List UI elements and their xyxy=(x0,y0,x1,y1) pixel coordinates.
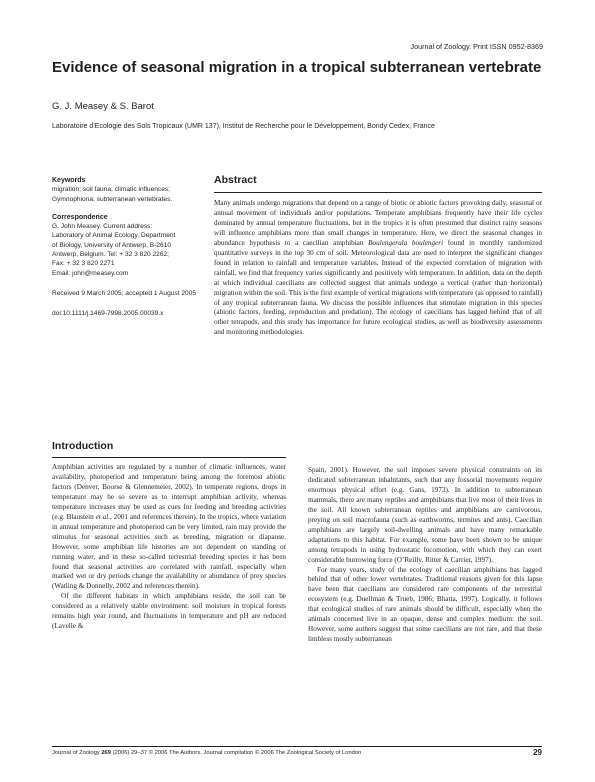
keywords-heading: Keywords xyxy=(52,177,86,184)
introduction-divider xyxy=(52,457,286,458)
authors: G. J. Measey & S. Barot xyxy=(52,101,154,112)
keywords-text: migration; soil fauna; climatic influences; Gymnophiona; subterranean vertebrates. xyxy=(52,186,173,203)
abstract-section xyxy=(214,174,542,338)
affiliation: Laboratoire d’Ecologie des Sols Tropicaux (UMR 137), Institut de Recherche pour le Développement, Bondy Cedex, France xyxy=(52,123,435,130)
body-column-right xyxy=(308,466,542,645)
correspondence-line: Antwerp, Belgium. Tel: + 32 3 820 2262; xyxy=(52,251,169,259)
abstract-text: Many animals undergo migrations that depend on a range of biotic or abiotic factors provoking daily, seasonal or annual movement of individuals and/or populations. Temperate amphibians frequently have their life cycles dominated by annual temperature fluctuations, but in the tropics it is often presumed that distinct rainy seasons will influence amphibians more than small changes in temperature. Here, we direct the seasonal changes in abundance hypothesis to a caecilian amphibian Boulengerula boulengeri found in monthly randomized quantitative surveys in the top 30 cm of soil. Meteorological data are used to interpret the significant changes found in relation to rainfall and temperature variables. Instead of the expected correlation of migration with rainfall, we find that frequency varies significantly and positively with temperature. In addition, data on the depth at which individual caecilians are collected suggest that animals undergo a vertical (rather than horizontal) migration within the soil. This is the first example of vertical migrations with temperature (as opposed to rainfall) of any tropical subterranean fauna. We discuss the possible influences that stimulate migration in this species (abiotic factors, feeding, reproduction and predation). The ecology of caecilians has lagged behind that of all other tetrapods, and this study has importance for future ecological studies, as well as biodiversity assessments and monitoring methodologies. xyxy=(214,199,542,337)
received-dates: Received 9 March 2005; accepted 1 August 2005 xyxy=(52,289,197,297)
correspondence-email[interactable]: Email: john@measey.com xyxy=(52,269,129,277)
paragraph: Of the different habitats in which amphibians reside, the soil can be considered as a relatively stable environment: soil moisture in tropical forests remains high year round, and fluctuations in temperature and pH are reduced (Lavelle & xyxy=(52,592,286,631)
correspondence-line: G. John Measey. Current address: xyxy=(52,223,153,231)
introduction-heading: Introduction xyxy=(52,440,114,452)
body-column-left xyxy=(52,440,286,632)
article-info-sidebar xyxy=(52,176,202,319)
footer-divider xyxy=(52,746,542,747)
abstract-divider xyxy=(214,192,542,193)
footer-citation: Journal of Zoology 269 (2006) 29–37 © 2006 The Authors. Journal compilation © 2006 The Zoological Society of London xyxy=(52,750,362,756)
abstract-heading: Abstract xyxy=(214,174,257,186)
journal-header: Journal of Zoology. Print ISSN 0952-8369 xyxy=(410,42,543,51)
paragraph: Amphibian activities are regulated by a number of climatic influences, water availability, photoperiod and temperature being among the foremost abiotic factors (Denver, Boorse & Glennemeier, 2002). In temperate regions, drops in temperature may be so severe as to interrupt amphibian activity, whereas temperature increases may be used as cues for feeding and breeding activities (e.g. Blaustein et al., 2001 and references therein). In the tropics, where variation in annual temperature and photoperiod can be very limited, rain may provide the stimulus for seasonal activities such as breeding, migration or diapause. However, some amphibian life histories are not dependent on standing or running water, and in these so-called terrestrial breeding species it has been found that seasonal activities are correlated with rainfall, especially when marked wet or dry periods change the availability or abundance of prey species (Watling & Donnelly, 2002 and references therein). xyxy=(52,463,287,591)
correspondence-line: Fax: + 32 3 820 2271 xyxy=(52,260,115,268)
species-name: Boulengerula boulengeri xyxy=(368,238,444,247)
doi-link[interactable]: doi:10.1111/j.1469-7998.2005.00039.x xyxy=(52,310,164,318)
paragraph: Spain, 2001). However, the soil imposes severe physical constraints on its dedicated subterranean inhabitants, such that any fossorial movements require enormous physical effort (e.g. Gans, 1973). In addition to subterranean mammals, there are many reptiles and amphibians that live most of their lives in the soil. All known subterranean reptiles and amphibians are carnivorous, preying on soil macrofauna (such as earthworms, termites and ants). Caecilian amphibians are largely soil-dwelling animals and have many remarkable adaptations to this habitat. For example, some have been shown to be unique among tetrapods in using hydrostatic locomotion, with which they can exert considerable burrowing force (O’Reilly, Ritter & Carrier, 1997). xyxy=(308,466,542,564)
paragraph: For many years, study of the ecology of caecilian amphibians has lagged behind that of other lower vertebrates. Traditional reasons given for this lapse have been that caecilians are considered rare components of the terrestrial ecosystem (e.g. Duellman & Trueb, 1986; Bhatta, 1997). Logically, it follows that ecological studies of rare animals should be difficult, especially when the animals concerned live in an opaque, dense and complex medium: the soil. However, some authors suggest that some caecilians are not rare, and that these limbless mostly subterranean xyxy=(308,565,542,644)
correspondence-line: of Biology, University of Antwerp, B-2610 xyxy=(52,241,171,249)
page-number: 29 xyxy=(533,748,542,757)
correspondence-heading: Correspondence xyxy=(52,213,108,221)
paper-title: Evidence of seasonal migration in a tropical subterranean vertebrate xyxy=(52,59,542,76)
correspondence-line: Laboratory of Animal Ecology, Department xyxy=(52,232,176,240)
